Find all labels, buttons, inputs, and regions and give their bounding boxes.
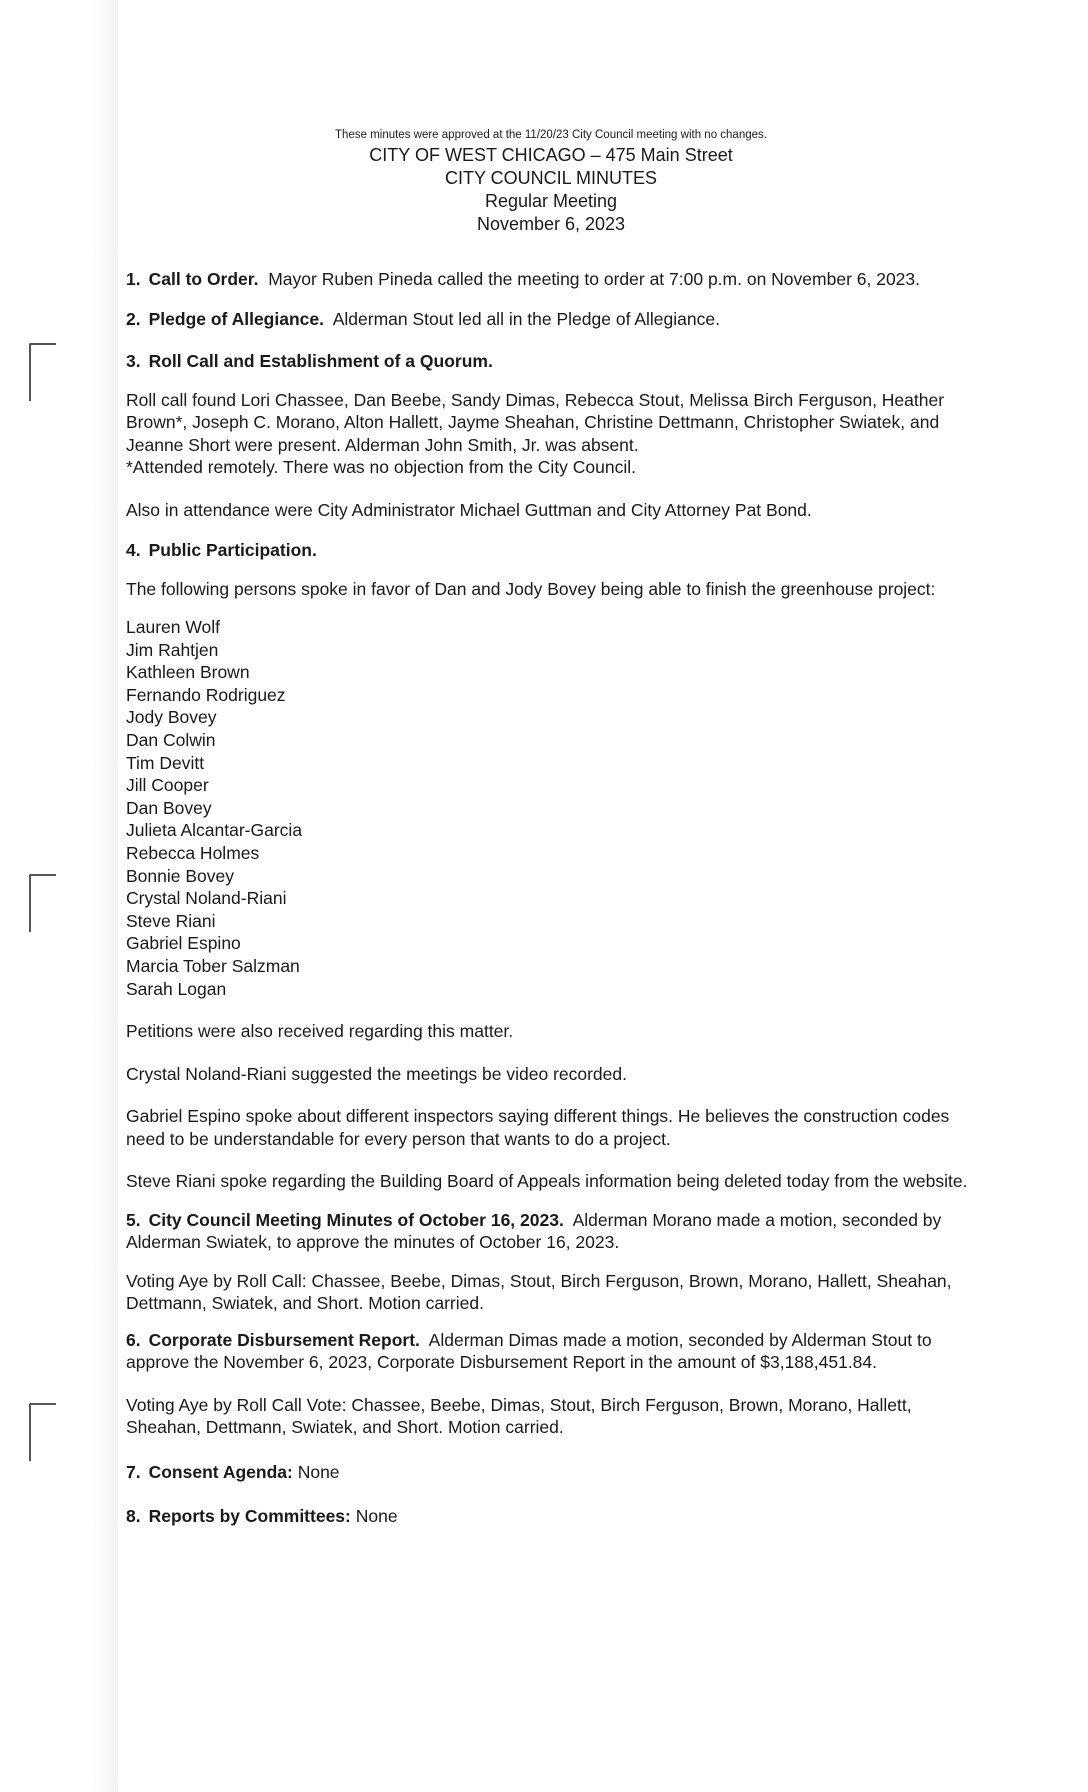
section-title: Consent Agenda: [148, 1461, 293, 1482]
speaker-name: Tim Devitt [126, 752, 205, 773]
section-title: Call to Order. [148, 269, 259, 289]
section-disbursement-report [126, 1329, 976, 1374]
minutes-vote: Voting Aye by Roll Call: Chassee, Beebe, Dimas, Stout, Birch Ferguson, Brown, Morano, Hallett, Sheahan, Dettmann, Swiatek, and Short. Motion carried. [126, 1270, 952, 1314]
speaker-name: Jill Cooper [126, 775, 209, 796]
section-title: Corporate Disbursement Report. [148, 1329, 420, 1350]
meeting-date: November 6, 2023 [476, 214, 626, 234]
section-title: Reports by Committees: [148, 1506, 351, 1527]
meeting-type: Regular Meeting [484, 191, 618, 211]
section-number: 8. [126, 1506, 141, 1527]
speaker-name: Gabriel Espino [126, 933, 241, 954]
section-title: Public Participation. [148, 540, 317, 560]
minutes-content [126, 128, 976, 1528]
section-title: Roll Call and Establishment of a Quorum. [148, 351, 493, 371]
approval-note: These minutes were approved at the 11/20/23 City Council meeting with no changes. [335, 129, 767, 141]
scan-corner-mark [29, 874, 56, 932]
speaker-name: Dan Bovey [126, 797, 212, 818]
page-edge-shadow [0, 0, 118, 1792]
speakers-intro: The following persons spoke in favor of Dan and Jody Bovey being able to finish the greenhouse project: [126, 578, 936, 599]
section-number: 2. [126, 308, 141, 329]
speaker-name: Jody Bovey [126, 707, 217, 728]
section-number: 7. [126, 1461, 141, 1482]
section-text: None [297, 1461, 340, 1482]
crystal-comment: Crystal Noland-Riani suggested the meetings be video recorded. [126, 1063, 627, 1084]
speaker-name: Bonnie Bovey [126, 865, 234, 886]
also-in-attendance: Also in attendance were City Administrator Michael Guttman and City Attorney Pat Bond. [126, 499, 812, 520]
disbursement-vote: Voting Aye by Roll Call Vote: Chassee, Beebe, Dimas, Stout, Birch Ferguson, Brown, Morano, Hallett, Sheahan, Dettmann, Swiatek, and Short. Motion carried. [126, 1394, 912, 1438]
section-roll-call [126, 350, 976, 373]
section-consent-agenda [126, 1461, 976, 1484]
petitions-note: Petitions were also received regarding this matter. [126, 1021, 514, 1042]
minutes-title: CITY COUNCIL MINUTES [444, 168, 658, 188]
section-number: 6. [126, 1329, 141, 1350]
section-number: 4. [126, 540, 141, 560]
speaker-name: Fernando Rodriguez [126, 684, 286, 705]
speaker-name: Steve Riani [126, 910, 216, 931]
scan-corner-mark [29, 1403, 56, 1461]
speaker-name: Jim Rahtjen [126, 639, 219, 660]
speaker-name: Julieta Alcantar-Garcia [126, 820, 303, 841]
section-text: Alderman Morano made a motion, seconded by Alderman Swiatek, to approve the minutes of October 16, 2023. [126, 1209, 942, 1253]
section-call-to-order [126, 268, 976, 291]
section-meeting-minutes [126, 1209, 976, 1254]
section-title: City Council Meeting Minutes of October 16, 2023. [148, 1209, 564, 1230]
section-text: Mayor Ruben Pineda called the meeting to order at 7:00 p.m. on November 6, 2023. [268, 269, 921, 289]
scan-corner-mark [29, 343, 56, 401]
speaker-list [126, 616, 976, 1000]
city-address-line: CITY OF WEST CHICAGO – 475 Main Street [369, 145, 733, 165]
speaker-name: Kathleen Brown [126, 662, 250, 683]
speaker-name: Rebecca Holmes [126, 842, 260, 863]
speaker-name: Marcia Tober Salzman [126, 955, 300, 976]
section-text: Alderman Stout led all in the Pledge of Allegiance. [332, 308, 720, 329]
gabriel-comment: Gabriel Espino spoke about different inspectors saying different things. He believes the construction codes need to be understandable for every person that wants to do a project. [126, 1106, 950, 1149]
remote-attendance-note: *Attended remotely. There was no objection from the City Council. [126, 457, 637, 477]
section-number: 1. [126, 269, 141, 289]
roll-call-text: Roll call found Lori Chassee, Dan Beebe, Sandy Dimas, Rebecca Stout, Melissa Birch Ferguson, Heather Brown*, Joseph C. Morano, Alton Hallett, Jayme Sheahan, Christine Dettmann, Christopher Swiatek, and Jeanne Short were present. Alderman John Smith, Jr. was absent. [126, 389, 945, 455]
speaker-name: Crystal Noland-Riani [126, 888, 287, 909]
document-header [126, 128, 976, 236]
steve-comment: Steve Riani spoke regarding the Building Board of Appeals information being deleted today from the website. [126, 1171, 968, 1192]
section-number: 5. [126, 1209, 141, 1230]
section-pledge [126, 308, 976, 331]
speaker-name: Sarah Logan [126, 978, 227, 999]
section-text: None [355, 1506, 398, 1527]
section-public-participation [126, 539, 976, 562]
speaker-name: Lauren Wolf [126, 617, 221, 637]
section-committee-reports [126, 1505, 976, 1528]
section-number: 3. [126, 351, 141, 371]
section-title: Pledge of Allegiance. [148, 308, 324, 329]
speaker-name: Dan Colwin [126, 729, 216, 750]
section-text: Alderman Dimas made a motion, seconded by Alderman Stout to approve the November 6, 2023, Corporate Disbursement Report in the amount of $3,188,451.84. [126, 1329, 932, 1373]
